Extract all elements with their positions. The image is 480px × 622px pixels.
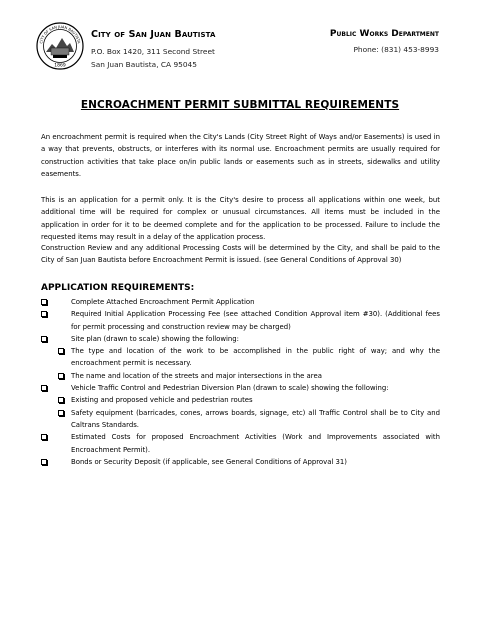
requirement-text: The name and location of the streets and major intersections in the area [71,371,322,380]
address-line-1: P.O. Box 1420, 311 Second Street [91,47,215,56]
requirement-text: Required Initial Application Processing Fee (see attached Condition Approval item #30). (Additional fees for permit processing and construction review may be charged) [71,310,440,331]
requirement-item [41,308,440,333]
checkbox-bullet-icon [58,373,64,379]
requirements-list [41,296,440,468]
requirement-subitem [58,370,440,382]
requirement-subitem [58,394,440,406]
city-address [91,45,215,71]
requirement-text: Vehicle Traffic Control and Pedestrian Diversion Plan (drawn to scale) showing the following: [71,384,389,393]
requirements-heading: APPLICATION REQUIREMENTS: [41,283,195,293]
requirement-item [41,456,440,468]
requirement-item [41,382,440,394]
checkbox-bullet-icon [41,459,47,465]
requirement-text: Complete Attached Encroachment Permit Application [71,298,255,306]
checkbox-bullet-icon [58,397,64,403]
checkbox-bullet-icon [41,434,47,440]
costs-paragraph: Construction Review and any additional Processing Costs will be determined by the City, and shall be paid to the City of San Juan Bautista before Encroachment Permit is issued. (see General Conditions of Approval 30) [41,244,440,265]
checkbox-bullet-icon [58,348,64,354]
requirement-text: Existing and proposed vehicle and pedestrian routes [71,396,253,405]
requirement-text: Bonds or Security Deposit (if applicable, see General Conditions of Approval 31) [71,457,347,466]
checkbox-bullet-icon [41,311,47,317]
checkbox-bullet-icon [41,336,47,342]
requirement-item [41,431,440,456]
requirement-subitem [58,345,440,370]
requirement-item [41,333,440,345]
requirement-item [41,296,440,308]
requirement-text: Site plan (drawn to scale) showing the following: [71,334,239,343]
checkbox-bullet-icon [58,410,64,416]
requirement-text: Estimated Costs for proposed Encroachment Activities (Work and Improvements associated with Encroachment Permit). [71,433,440,454]
page-title: ENCROACHMENT PERMIT SUBMITTAL REQUIREMENTS [80,99,400,111]
address-line-2: San Juan Bautista, CA 95045 [91,60,197,69]
city-seal-logo [36,22,84,70]
department-name [330,29,439,39]
city-name [91,29,215,40]
city-name-text: City of San Juan Bautista [91,29,216,40]
checkbox-bullet-icon [41,299,47,305]
department-name-text: Public Works Department [329,29,439,39]
department-phone: Phone: (831) 453-8993 [353,45,439,54]
requirement-text: The type and location of the work to be accomplished in the public right of way; and why the encroachment permit is necessary. [71,347,440,368]
processing-paragraph: This is an application for a permit only. It is the City's desire to process all applications within one week, but additional time will be required for complex or unusual circumstances. All items must be included in the application in order for it to be deemed complete and for the application to be processed. Failure to include the requested items may result in a delay of the application process. [41,196,440,241]
requirement-subitem [58,407,440,432]
checkbox-bullet-icon [41,385,47,391]
requirement-text: Safety equipment (barricades, cones, arrows boards, signage, etc) all Traffic Control shall be to City and Caltrans Standards. [71,408,440,429]
intro-paragraph: An encroachment permit is required when the City's Lands (City Street Right of Ways and/or Easements) is used in a way that prevents, obstructs, or interferes with its normal use. Encroachment permits are usually required for construction activities that take place on/in public lands or easements such as in streets, sidewalks and utility easements. [41,133,440,178]
seal-year: 1869 [54,63,66,69]
seal-text: CITY OF SAN JUAN BAUTISTA [39,24,81,44]
